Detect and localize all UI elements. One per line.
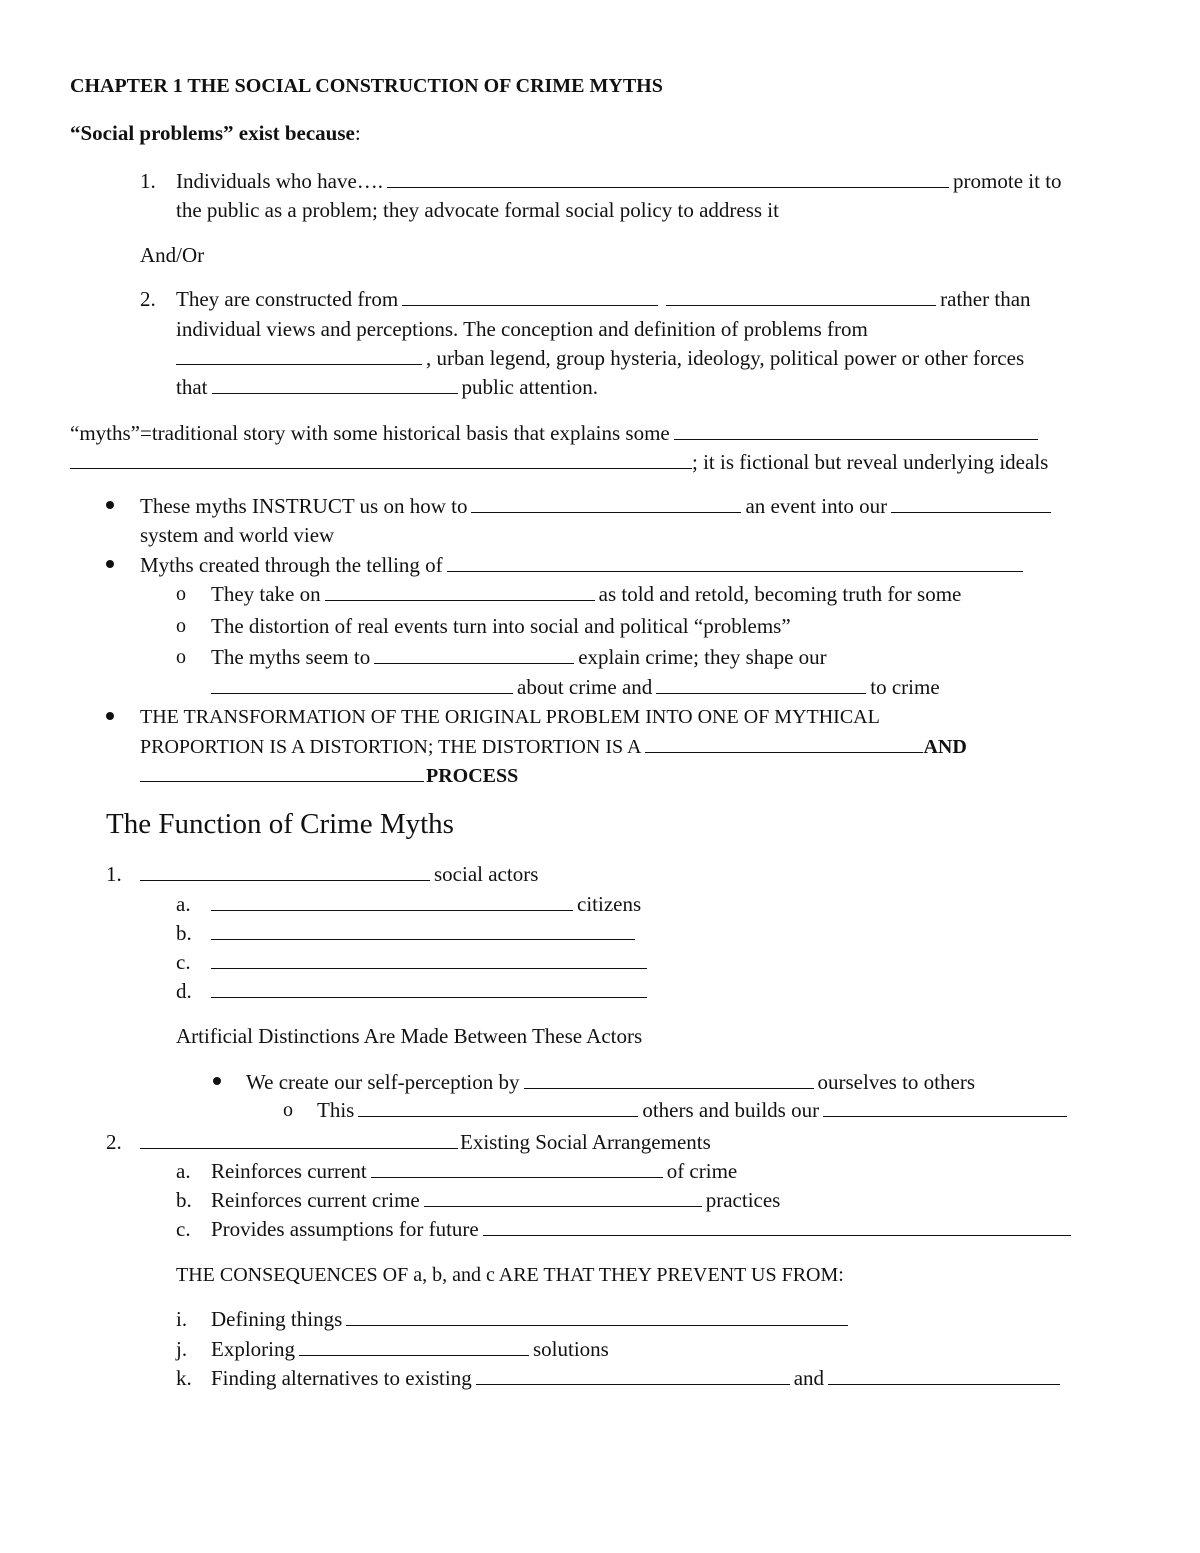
list-label-b: b.: [176, 921, 192, 945]
circle-bullet-icon: o: [176, 615, 186, 637]
blank-field[interactable]: [211, 890, 573, 911]
section-heading: The Function of Crime Myths: [106, 808, 454, 840]
bullet3-process: PROCESS: [426, 765, 519, 787]
blank-field[interactable]: [211, 977, 647, 998]
f2b-post: practices: [705, 1188, 781, 1212]
bullet3-line3: [140, 761, 518, 791]
item2-post: rather than: [940, 287, 1031, 311]
bullet3-line2: [140, 732, 967, 762]
item1-pre: Individuals who have….: [176, 169, 384, 193]
sub-bullet2: The distortion of real events turn into social and political “problems”: [211, 614, 791, 638]
item-k-mid: and: [793, 1366, 825, 1390]
self-perception-post: ourselves to others: [817, 1070, 975, 1094]
sub-bullet3-line2: [211, 673, 940, 702]
item-j-pre: Exploring: [211, 1337, 295, 1361]
consequences-line: THE CONSEQUENCES OF a, b, and c ARE THAT THEY PREVENT US FROM:: [176, 1264, 844, 1286]
blank-field[interactable]: [666, 285, 936, 306]
f2c-pre: Provides assumptions for future: [211, 1217, 479, 1241]
item2-number: 2.: [140, 287, 156, 311]
bullet1-mid: an event into our: [745, 494, 888, 518]
label-k: k.: [176, 1366, 192, 1390]
item-j-post: solutions: [533, 1337, 609, 1361]
blank-field[interactable]: [524, 1068, 814, 1089]
item2-line2: individual views and perceptions. The conception and definition of problems from: [176, 317, 868, 341]
bullet3-line1: THE TRANSFORMATION OF THE ORIGINAL PROBLEM INTO ONE OF MYTHICAL: [140, 706, 880, 728]
intro-colon: :: [354, 121, 361, 145]
blank-field[interactable]: [346, 1305, 848, 1326]
this-mid: others and builds our: [642, 1098, 820, 1122]
list-item-a: [211, 890, 641, 919]
list-label-d: d.: [176, 979, 192, 1003]
f2-item-a: [211, 1157, 737, 1186]
f2-item-c: [211, 1215, 1075, 1244]
blank-field[interactable]: [387, 167, 949, 188]
this-pre: This: [317, 1098, 355, 1122]
blank-field[interactable]: [299, 1335, 529, 1356]
blank-field[interactable]: [424, 1186, 702, 1207]
list-label-a: a.: [176, 892, 191, 916]
blank-field[interactable]: [211, 919, 635, 940]
blank-field[interactable]: [656, 673, 866, 694]
blank-field[interactable]: [140, 1128, 458, 1149]
list-label-c: c.: [176, 950, 191, 974]
item2-line4-post: public attention.: [461, 375, 598, 399]
blank-field[interactable]: [476, 1364, 790, 1385]
list-item-a-post: citizens: [577, 892, 642, 916]
sub3-pre: The myths seem to: [211, 645, 371, 669]
item2-line4: [176, 373, 598, 402]
f2b-pre: Reinforces current crime: [211, 1188, 420, 1212]
blank-field[interactable]: [674, 419, 1038, 440]
bullet1-line1: [140, 492, 1055, 521]
self-perception-line: [246, 1068, 975, 1097]
blank-field[interactable]: [471, 492, 741, 513]
f2-label-b: b.: [176, 1188, 192, 1212]
item2-line3-post: , urban legend, group hysteria, ideology, political power or other forces: [426, 346, 1025, 370]
bullet1-pre: These myths INSTRUCT us on how to: [140, 494, 468, 518]
f2-label-a: a.: [176, 1159, 191, 1183]
sub1-pre: They take on: [211, 582, 321, 606]
blank-field[interactable]: [371, 1157, 663, 1178]
circle-bullet-icon: o: [176, 646, 186, 668]
blank-field[interactable]: [211, 948, 647, 969]
myths-def-line2: [70, 448, 1048, 477]
blank-field[interactable]: [176, 344, 422, 365]
sub-bullet3-line1: [211, 643, 827, 672]
myths-def-line1: [70, 419, 1042, 448]
blank-field[interactable]: [402, 285, 658, 306]
sub3-post: explain crime; they shape our: [578, 645, 827, 669]
function1-number: 1.: [106, 862, 122, 886]
blank-field[interactable]: [140, 860, 430, 881]
f2-label-c: c.: [176, 1217, 191, 1241]
bullet3-and: AND: [923, 736, 967, 758]
item1-line1: [176, 167, 1062, 196]
sub-bullet1: [211, 580, 961, 609]
item-k-pre: Finding alternatives to existing: [211, 1366, 472, 1390]
blank-field[interactable]: [358, 1096, 638, 1117]
intro-bold: “Social problems” exist because: [70, 121, 355, 145]
bullet3-line2-text: PROPORTION IS A DISTORTION; THE DISTORTION IS A: [140, 736, 642, 758]
function1-post: social actors: [434, 862, 539, 886]
item-j: [211, 1335, 609, 1364]
item-k: [211, 1364, 1064, 1393]
bullet2-pre: Myths created through the telling of: [140, 553, 443, 577]
this-line: [317, 1096, 1071, 1125]
bullet2-line: [140, 551, 1027, 580]
item1-number: 1.: [140, 169, 156, 193]
f2-item-b: [211, 1186, 780, 1215]
item-i: [211, 1305, 852, 1334]
sub3-line2-mid: about crime and: [517, 675, 653, 699]
blank-field[interactable]: [447, 551, 1023, 572]
blank-field[interactable]: [828, 1364, 1060, 1385]
label-i: i.: [176, 1307, 188, 1331]
bullet-icon: [213, 1077, 221, 1085]
item2-line4-pre: that: [176, 375, 208, 399]
item1-post: promote it to: [953, 169, 1062, 193]
f2a-post: of crime: [666, 1159, 738, 1183]
list-item-c: [211, 948, 651, 977]
item2-pre: They are constructed from: [176, 287, 399, 311]
intro-line: [70, 119, 361, 148]
function2-line: [140, 1128, 711, 1157]
blank-field[interactable]: [211, 673, 513, 694]
blank-field[interactable]: [374, 643, 574, 664]
myths-def-pre: “myths”=traditional story with some historical basis that explains some: [70, 421, 670, 445]
label-j: j.: [176, 1337, 188, 1361]
bullet-icon: [106, 560, 114, 568]
blank-field[interactable]: [140, 761, 424, 782]
chapter-title: CHAPTER 1 THE SOCIAL CONSTRUCTION OF CRIME MYTHS: [70, 75, 663, 97]
item-i-pre: Defining things: [211, 1307, 343, 1331]
blank-field[interactable]: [212, 373, 458, 394]
circle-bullet-icon: o: [176, 583, 186, 605]
list-item-b: [211, 919, 639, 948]
list-item-d: [211, 977, 651, 1006]
function2-post: Existing Social Arrangements: [460, 1130, 711, 1154]
myths-def-post: ; it is fictional but reveal underlying ideals: [692, 450, 1049, 474]
bullet-icon: [106, 501, 114, 509]
and-or-text: And/Or: [140, 243, 205, 267]
function1-line: [140, 860, 538, 889]
bullet-icon: [106, 712, 114, 720]
function2-number: 2.: [106, 1130, 122, 1154]
artificial-distinctions: Artificial Distinctions Are Made Between These Actors: [176, 1024, 643, 1048]
blank-field[interactable]: [645, 732, 923, 753]
circle-bullet-icon: o: [283, 1099, 293, 1121]
blank-field[interactable]: [823, 1096, 1067, 1117]
sub3-line2-post: to crime: [870, 675, 940, 699]
blank-field[interactable]: [325, 580, 595, 601]
blank-field[interactable]: [483, 1215, 1071, 1236]
sub1-post: as told and retold, becoming truth for some: [598, 582, 962, 606]
blank-field[interactable]: [891, 492, 1051, 513]
self-perception-pre: We create our self-perception by: [246, 1070, 520, 1094]
f2a-pre: Reinforces current: [211, 1159, 367, 1183]
blank-field[interactable]: [70, 448, 692, 469]
item1-line2: the public as a problem; they advocate formal social policy to address it: [176, 198, 779, 222]
item2-line3: [176, 344, 1024, 373]
bullet1-line2: system and world view: [140, 523, 335, 547]
item2-line1: [176, 285, 1031, 314]
